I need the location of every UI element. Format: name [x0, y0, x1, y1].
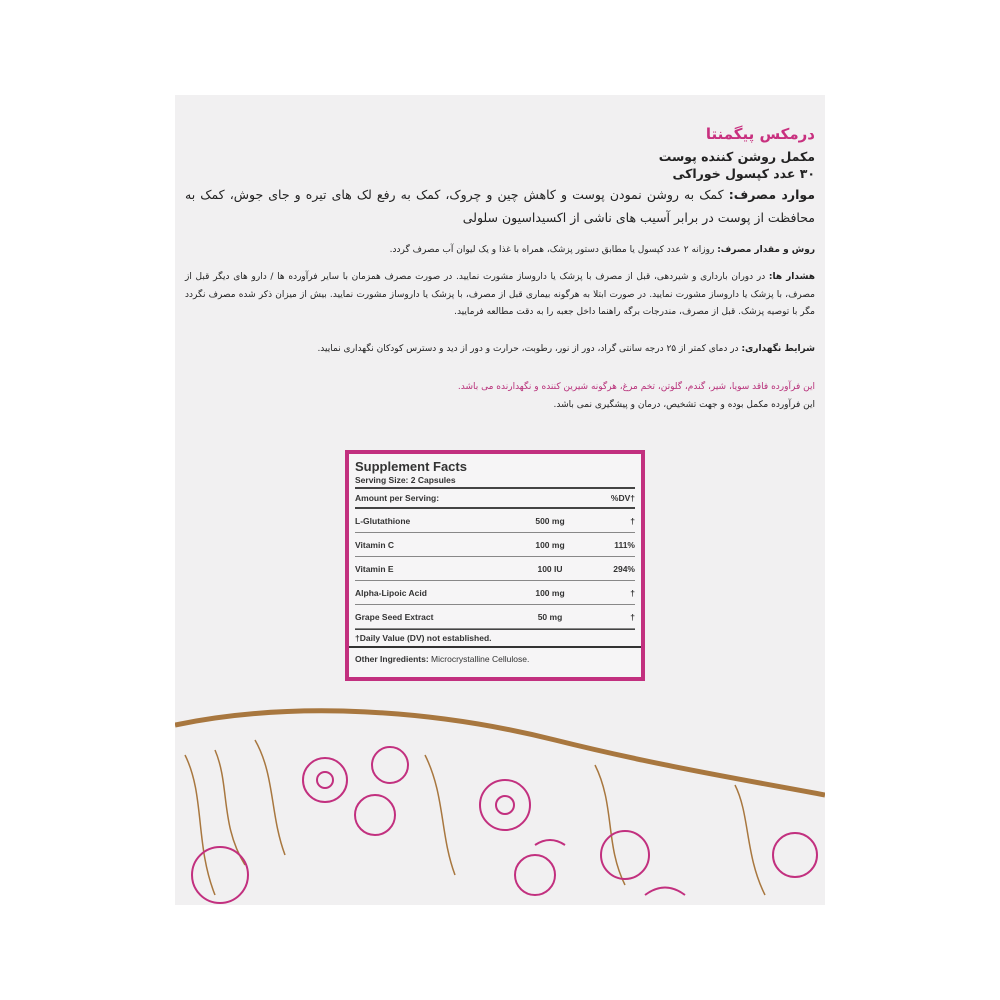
facts-header-row	[355, 489, 635, 509]
storage-paragraph	[185, 341, 815, 359]
nutrient-amount: 100 mg	[535, 587, 565, 598]
nutrient-amount: 100 mg	[535, 539, 565, 550]
facts-row	[355, 557, 635, 581]
facts-row	[355, 509, 635, 533]
nutrient-dv: †	[630, 515, 635, 526]
amount-header: Amount per Serving:	[355, 493, 440, 503]
warnings-label: هشدار ها:	[768, 272, 815, 282]
uses-label: موارد مصرف:	[728, 187, 815, 202]
warnings-paragraph	[185, 269, 815, 322]
product-title: درمکس پیگمنتا	[705, 125, 815, 143]
serving-size: Serving Size: 2 Capsules	[355, 475, 635, 489]
storage-text: در دمای کمتر از ۲۵ درجه سانتی گراد، دور از نور، رطوبت، حرارت و دور از دید و دسترس کودکان نگهداری نمایید.	[317, 344, 742, 354]
dv-note: †Daily Value (DV) not established.	[355, 629, 635, 646]
dv-header: %DV†	[610, 493, 635, 503]
nutrient-amount: 50 mg	[537, 611, 563, 622]
other-text: Microcrystalline Cellulose.	[428, 654, 530, 664]
nutrient-name: Vitamin E	[355, 563, 394, 574]
uses-text: کمک به روشن نمودن پوست و کاهش چین و چروک، کمک به رفع لک های تیره و جای جوش، کمک به محافظت از پوست در برابر آسیب های ناشی از اکسیداسیون سلولی	[185, 187, 815, 225]
nutrient-amount: 100 IU	[537, 563, 563, 574]
free-from-notice: این فرآورده فاقد سویا، شیر، گندم، گلوتن، تخم مرغ، هرگونه شیرین کننده و نگهدارنده می باشد.	[457, 382, 815, 392]
dosage-text: روزانه ۲ عدد کپسول یا مطابق دستور پزشک، همراه با غذا و یک لیوان آب مصرف گردد.	[389, 245, 718, 255]
nutrient-dv: †	[630, 611, 635, 622]
notice-block	[335, 379, 815, 414]
dosage-label: روش و مقدار مصرف:	[717, 245, 815, 255]
facts-row	[355, 605, 635, 629]
gold-leaves	[185, 740, 765, 895]
other-ingredients	[349, 646, 641, 670]
nutrient-name: L-Glutathione	[355, 515, 411, 526]
subtitle-line: مکمل روشن کننده پوست	[658, 149, 815, 164]
nutrient-name: Alpha-Lipoic Acid	[355, 587, 427, 598]
other-label: Other Ingredients:	[355, 654, 429, 664]
product-subtitle	[659, 148, 815, 182]
storage-label: شرایط نگهداری:	[741, 344, 815, 354]
pink-flowers	[192, 747, 817, 903]
nutrient-dv: 111%	[614, 539, 635, 550]
floral-decoration	[175, 695, 825, 905]
product-box-back	[175, 95, 825, 905]
nutrient-name: Grape Seed Extract	[355, 611, 434, 622]
nutrient-dv: †	[630, 587, 635, 598]
supplement-facts-table	[345, 450, 645, 681]
disclaimer-notice: این فرآورده مکمل بوده و جهت تشخیص، درمان و پیشگیری نمی باشد.	[553, 399, 815, 410]
uses-paragraph	[185, 183, 815, 229]
nutrient-amount: 500 mg	[535, 515, 565, 526]
dosage-paragraph	[185, 242, 815, 260]
facts-row	[355, 533, 635, 557]
facts-row	[355, 581, 635, 605]
subtitle-line: ۳۰ عدد کپسول خوراکی	[672, 166, 815, 181]
warnings-text: در دوران بارداری و شیردهی، قبل از مصرف با پزشک یا داروساز مشورت نمایید. در صورت مصرف همزمان با سایر فرآورده ها / دارو های دیگر قبل از مصرف، با پزشک یا داروساز مشورت نمایید. در صورت ابتلا به هرگونه بیماری قبل از مصرف، با پزشک یا داروساز مشورت نمایید. بیش از میزان ذکر شده مصرف نگردد مگر با توصیه پزشک. قبل از مصرف، مندرجات برگه راهنما داخل جعبه را به دقت مطالعه فرمایید.	[185, 272, 815, 317]
nutrient-dv: 294%	[613, 563, 635, 574]
gold-wave-line	[175, 711, 825, 795]
nutrient-name: Vitamin C	[355, 539, 395, 550]
facts-title: Supplement Facts	[355, 459, 467, 474]
